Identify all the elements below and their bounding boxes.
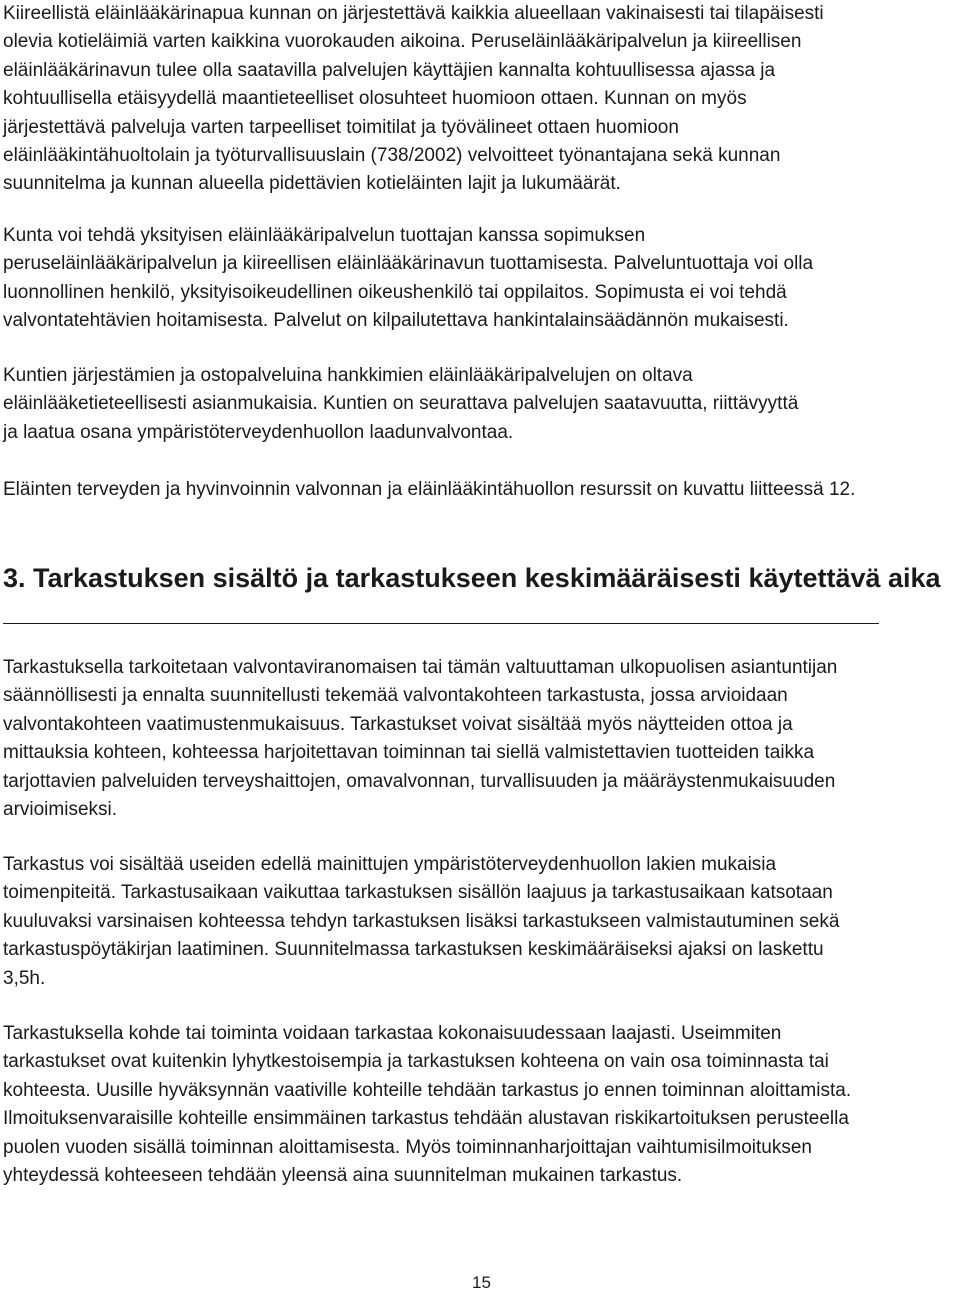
paragraph-tarkastuksen-laajuus: [3, 1020, 955, 1190]
paragraph-tarkastusaika: [3, 851, 955, 993]
text-line: eläinlääketieteellisesti asianmukaisia. Kuntien on seurattava palvelujen saatavuutta, riittävyyttä: [3, 393, 799, 415]
text-line: säännöllisesti ja ennalta suunnitellusti tekemää valvontakohteen tarkastusta, jossa arvioidaan: [3, 685, 788, 707]
section-heading: 3. Tarkastuksen sisältö ja tarkastukseen keskimääräisesti käytettävä aika: [3, 563, 941, 593]
text-line: tarkastukset ovat kuitenkin lyhytkestoisempia ja tarkastuksen kohteena on vain osa toiminnasta tai: [3, 1051, 829, 1073]
text-line: järjestettävä palveluja varten tarpeelliset toimitilat ja työvälineet ottaen huomioon: [3, 116, 679, 138]
text-line: Tarkastuksella kohde tai toiminta voidaan tarkastaa kokonaisuudessaan laajasti. Useimmiten: [3, 1023, 782, 1044]
text-line: kuuluvaksi varsinaisen kohteessa tehdyn tarkastuksen lisäksi tarkastukseen valmistautuminen sekä: [3, 910, 840, 932]
paragraph-resurssit: [3, 476, 955, 504]
paragraph-ostopalvelut: [3, 362, 955, 447]
page-number: 15: [472, 1273, 491, 1292]
text-line: Kunta voi tehdä yksityisen eläinlääkäripalvelun tuottajan kanssa sopimuksen: [3, 225, 646, 246]
text-line: eläinlääkärinavun tulee olla saatavilla palvelujen käyttäjien kannalta kohtuullisessa ajassa ja: [3, 59, 776, 81]
text-line: Tarkastuksella tarkoitetaan valvontaviranomaisen tai tämän valtuuttaman ulkopuolisen asiantuntijan: [3, 657, 838, 678]
text-line: tarkastuspöytäkirjan laatiminen. Suunnitelmassa tarkastuksen keskimääräiseksi ajaksi on laskettu: [3, 939, 824, 961]
text-line: olevia kotieläimiä varten kaikkina vuorokauden aikoina. Peruseläinlääkäripalvelun ja kiireellisen: [3, 31, 802, 53]
text-line: kohtuullisella etäisyydellä maantieteelliset olosuhteet huomioon ottaen. Kunnan on myös: [3, 88, 747, 110]
text-line: toimenpiteitä. Tarkastusaikaan vaikuttaa tarkastuksen sisällön laajuus ja tarkastusaikaan katsotaan: [3, 882, 833, 904]
text-line: luonnollinen henkilö, yksityisoikeudellinen oikeushenkilö tai oppilaitos. Sopimusta ei voi tehdä: [3, 281, 787, 303]
text-line: peruseläinlääkäripalvelun ja kiireellisen eläinlääkärinavun tuottamisesta. Palveluntuottaja voi olla: [3, 253, 814, 275]
text-line: Kiireellistä eläinlääkärinapua kunnan on järjestettävä kaikkia alueellaan vakinaisesti tai tilapäisesti: [3, 3, 824, 24]
text-line: kohteesta. Uusille hyväksynnän vaativille kohteille tehdään tarkastus jo ennen toiminnan aloittamista.: [3, 1079, 852, 1101]
text-line: Kuntien järjestämien ja ostopalveluina hankkimien eläinlääkäripalvelujen on oltava: [3, 365, 693, 386]
text-line: Eläinten terveyden ja hyvinvoinnin valvonnan ja eläinlääkintähuollon resurssit on kuvattu liitteessä 12.: [3, 479, 856, 500]
text-line: ja laatua osana ympäristöterveydenhuollon laadunvalvontaa.: [3, 421, 514, 443]
text-line: valvontakohteen vaatimustenmukaisuus. Tarkastukset voivat sisältää myös näytteiden ottoa ja: [3, 713, 793, 735]
text-line: yhteydessä kohteeseen tehdään yleensä aina suunnitelman mukainen tarkastus.: [3, 1165, 683, 1187]
text-line: tarjottavien palveluiden terveyshaittojen, omavalvonnan, turvallisuuden ja määräystenmukaisuuden: [3, 770, 836, 792]
text-line: Ilmoituksenvaraisille kohteille ensimmäinen tarkastus tehdään alustavan riskikartoituksen perusteella: [3, 1108, 849, 1130]
paragraph-yksityinen-palveluntuottaja: [3, 222, 955, 336]
text-line: 3,5h.: [3, 967, 46, 989]
text-line: suunnitelma ja kunnan alueella pidettävien kotieläinten lajit ja lukumäärät.: [3, 173, 621, 195]
text-line: puolen vuoden sisällä toiminnan aloittamisesta. Myös toiminnanharjoittajan vaihtumisilmoituksen: [3, 1136, 812, 1158]
text-line: valvontatehtävien hoitamisesta. Palvelut on kilpailutettava hankintalainsäädännön mukaisesti.: [3, 310, 789, 332]
text-line: mittauksia kohteen, kohteessa harjoitettavan toiminnan tai siellä valmistettavien tuotteiden taikka: [3, 742, 815, 764]
paragraph-tarkastuksen-maaritelma: [3, 654, 955, 824]
text-line: eläinlääkintähuoltolain ja työturvallisuuslain (738/2002) velvoitteet työnantajana sekä kunnan: [3, 145, 781, 167]
text-line: Tarkastus voi sisältää useiden edellä mainittujen ympäristöterveydenhuollon lakien mukaisia: [3, 854, 777, 875]
heading-underline: [3, 623, 879, 624]
paragraph-kiireellinen-elainlaakarinapu: [3, 0, 955, 199]
text-line: arvioimiseksi.: [3, 799, 118, 821]
